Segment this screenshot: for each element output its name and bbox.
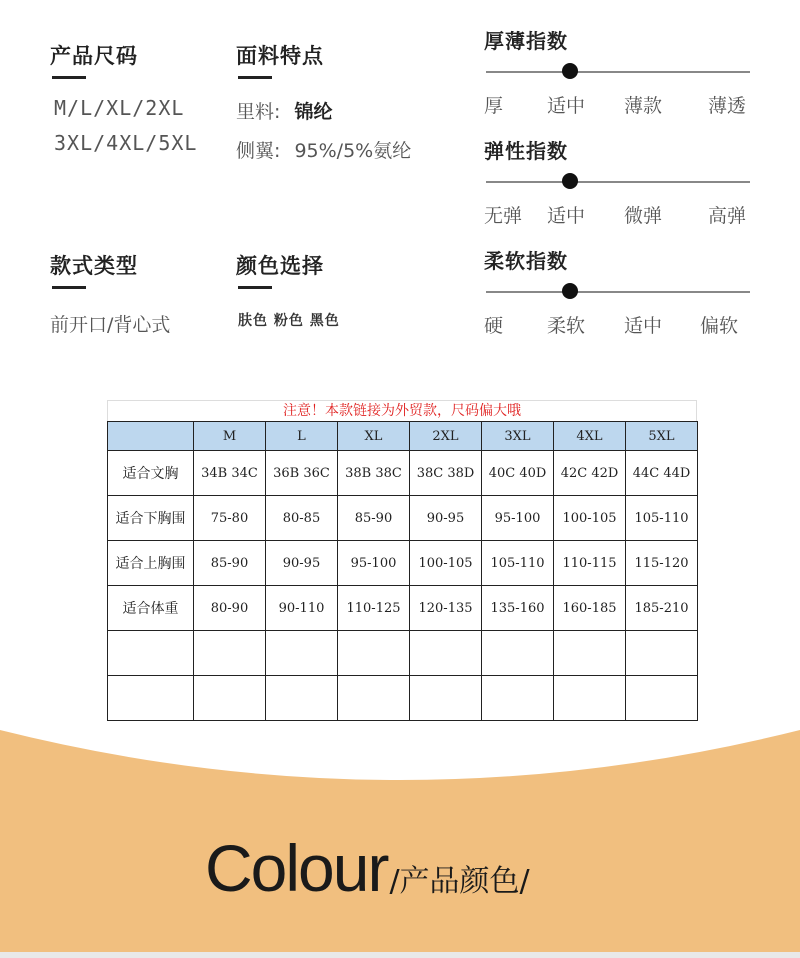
colour-banner-background	[0, 700, 800, 958]
color-title-underline	[238, 286, 272, 289]
table-cell: 80-85	[266, 496, 338, 541]
table-row	[108, 496, 698, 541]
table-cell: 95-100	[338, 541, 410, 586]
style-value: 前开口/背心式	[50, 314, 171, 336]
scale-elasticity-title: 弹性指数	[484, 139, 568, 163]
table-cell: 185-210	[626, 586, 698, 631]
table-row	[108, 541, 698, 586]
fabric-lining-label: 里料:	[236, 101, 281, 123]
scale-thickness-marker	[562, 63, 578, 79]
table-cell: 38C 38D	[410, 451, 482, 496]
scale-thickness-title: 厚薄指数	[484, 29, 568, 53]
scale-thickness-track	[486, 71, 750, 73]
size-title-underline	[52, 76, 86, 79]
scale-softness-title: 柔软指数	[484, 249, 568, 273]
table-cell: 80-90	[194, 586, 266, 631]
scale-softness-label: 偏软	[700, 315, 739, 337]
table-row-label: 适合下胸围	[108, 496, 194, 541]
table-row-label: 适合文胸	[108, 451, 194, 496]
table-cell: 110-115	[554, 541, 626, 586]
fabric-side	[236, 136, 411, 163]
scale-softness-marker	[562, 283, 578, 299]
size-chart	[107, 400, 697, 721]
table-header-row	[108, 422, 698, 451]
table-cell: 90-95	[410, 496, 482, 541]
table-row	[108, 586, 698, 631]
scale-elasticity-label: 高弹	[708, 205, 747, 227]
table-cell: 135-160	[482, 586, 554, 631]
table-row-label: 适合上胸围	[108, 541, 194, 586]
fabric-lining	[236, 97, 332, 124]
size-chart-table	[107, 421, 698, 721]
table-cell: 160-185	[554, 586, 626, 631]
size-list-line-1: M/L/XL/2XL	[54, 96, 185, 120]
table-cell	[626, 631, 698, 676]
table-header-cell: 2XL	[410, 422, 482, 451]
table-cell: 34B 34C	[194, 451, 266, 496]
style-title-underline	[52, 286, 86, 289]
table-cell: 105-110	[482, 541, 554, 586]
size-section-title: 产品尺码	[50, 44, 138, 68]
table-cell	[194, 631, 266, 676]
scale-softness-track	[486, 291, 750, 293]
table-cell	[410, 631, 482, 676]
table-cell: 38B 38C	[338, 451, 410, 496]
scale-thickness-label: 适中	[547, 95, 586, 117]
table-header-corner	[108, 422, 194, 451]
table-cell: 110-125	[338, 586, 410, 631]
fabric-side-label: 侧翼:	[236, 140, 281, 162]
scale-thickness-label: 厚	[484, 95, 504, 117]
table-row	[108, 451, 698, 496]
size-chart-note: 注意！本款链接为外贸款，尺码偏大哦	[107, 400, 697, 421]
table-cell: 115-120	[626, 541, 698, 586]
table-cell: 44C 44D	[626, 451, 698, 496]
fabric-side-value: 95%/5%氨纶	[294, 140, 412, 162]
table-cell	[338, 631, 410, 676]
table-cell: 85-90	[194, 541, 266, 586]
colour-heading: Colour	[205, 831, 388, 905]
colour-subheading: /产品颜色/	[389, 864, 530, 899]
fabric-title-underline	[238, 76, 272, 79]
table-cell: 40C 40D	[482, 451, 554, 496]
scale-elasticity-label: 微弹	[624, 205, 663, 227]
table-row-label: 适合体重	[108, 586, 194, 631]
size-list-line-2: 3XL/4XL/5XL	[54, 131, 198, 155]
scale-elasticity-label: 适中	[547, 205, 586, 227]
table-cell	[482, 631, 554, 676]
style-section-title: 款式类型	[50, 254, 138, 278]
table-cell: 95-100	[482, 496, 554, 541]
scale-elasticity-track	[486, 181, 750, 183]
scale-thickness-label: 薄款	[624, 95, 663, 117]
scale-softness-label: 适中	[624, 315, 663, 337]
table-header-cell: M	[194, 422, 266, 451]
table-cell: 75-80	[194, 496, 266, 541]
fabric-lining-value: 锦纶	[294, 101, 333, 123]
table-cell: 105-110	[626, 496, 698, 541]
table-cell: 90-110	[266, 586, 338, 631]
table-header-cell: 5XL	[626, 422, 698, 451]
fabric-section-title: 面料特点	[236, 44, 324, 68]
table-header-cell: L	[266, 422, 338, 451]
table-cell: 100-105	[554, 496, 626, 541]
table-cell: 100-105	[410, 541, 482, 586]
table-cell: 42C 42D	[554, 451, 626, 496]
bottom-divider	[0, 952, 800, 958]
scale-softness-label: 柔软	[547, 315, 586, 337]
table-cell: 36B 36C	[266, 451, 338, 496]
table-row	[108, 631, 698, 676]
table-cell	[266, 631, 338, 676]
table-header-cell: XL	[338, 422, 410, 451]
color-options: 肤色 粉色 黑色	[238, 313, 340, 329]
table-header-cell: 4XL	[554, 422, 626, 451]
table-row-label	[108, 631, 194, 676]
scale-elasticity-marker	[562, 173, 578, 189]
scale-softness-label: 硬	[484, 315, 504, 337]
scale-thickness-label: 薄透	[708, 95, 747, 117]
color-section-title: 颜色选择	[236, 254, 324, 278]
table-cell	[554, 631, 626, 676]
table-header-cell: 3XL	[482, 422, 554, 451]
table-cell: 85-90	[338, 496, 410, 541]
table-cell: 120-135	[410, 586, 482, 631]
table-cell: 90-95	[266, 541, 338, 586]
colour-banner-title	[205, 830, 530, 906]
scale-elasticity-label: 无弹	[484, 205, 523, 227]
